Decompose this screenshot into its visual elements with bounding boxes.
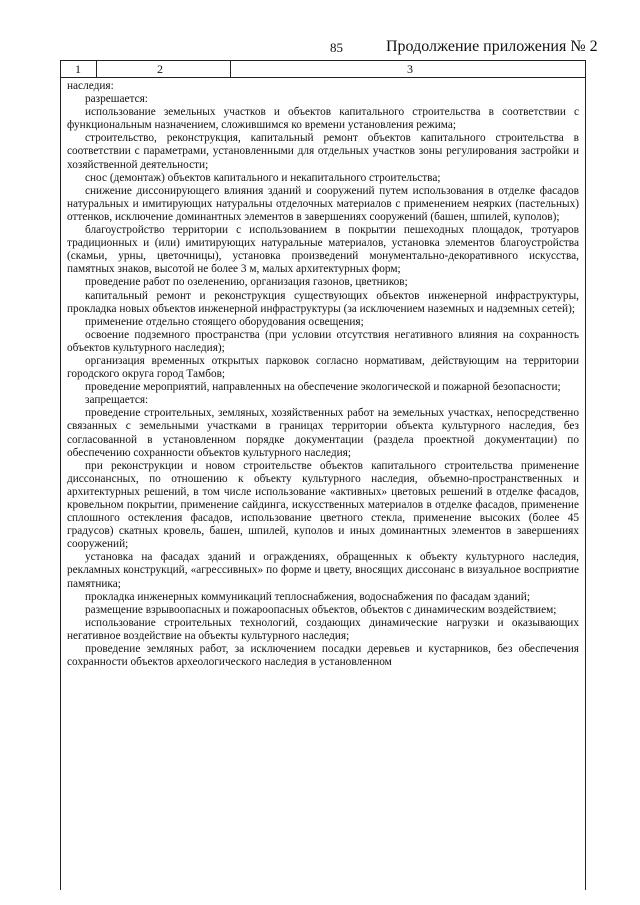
paragraph: разрешается: — [85, 93, 148, 106]
appendix-title: Продолжение приложения № 2 — [386, 38, 598, 55]
paragraph: снижение диссонирующего влияния зданий и сооружений путем использования в отделке фасадов натуральных и имитирующих натуральны отделочных материалов с применением неярких (пастельных) оттенков, исключение доминантных элементов в завершениях сооружений (башен, шпилей, куполов); — [67, 184, 579, 223]
table-header-row — [60, 60, 586, 78]
paragraph: строительство, реконструкция, капитальный ремонт объектов капитального строительства в соответствии с параметрами, установленными для отдельных участков зоны регулирования застройки и хозяйственной деятельности; — [67, 132, 579, 171]
paragraph: проведение работ по озеленению, организация газонов, цветников; — [85, 276, 408, 289]
paragraph: проведение мероприятий, направленных на обеспечение экологической и пожарной безопасности; — [85, 381, 561, 394]
paragraph: организация временных открытых парковок согласно нормативам, действующим на территории городского округа город Тамбов; — [67, 354, 579, 381]
paragraph: применение отдельно стоящего оборудования освещения; — [85, 315, 364, 328]
page-number: 85 — [330, 40, 343, 55]
paragraph: снос (демонтаж) объектов капитального и некапитального строительства; — [85, 171, 441, 184]
paragraph: проведение строительных, земляных, хозяйственных работ на земельных участках, непосредственно связанных с земельными участками в границах территории объекта культурного наследия, без согласованной в установленном порядке документации (раздела проектной документации) по обеспечению сохранности объектов культурного наследия; — [67, 407, 579, 459]
table-header-col-3: 3 — [407, 62, 413, 76]
paragraph: использование земельных участков и объектов капитального строительства в соответствии с функциональным назначением, сложившимся ко времени установления режима; — [67, 106, 579, 132]
paragraph: прокладка инженерных коммуникаций теплоснабжения, водоснабжения по фасадам зданий; — [85, 590, 530, 603]
paragraph: благоустройство территории с использованием в покрытии пешеходных площадок, тротуаров традиционных и (или) имитирующих натуральные материалов, установка элементов благоустройства (скамьи, урны, цветочницы), установка произведений монументально-декоративного искусства, памятных знаков, высотой не более 3 м, малых архитектурных форм; — [67, 224, 579, 276]
paragraph: капитальный ремонт и реконструкция существующих объектов инженерной инфраструктуры, прокладка новых объектов инженерной инфраструктуры (за исключением наземных и надземных сетей); — [67, 289, 579, 315]
document-body — [60, 78, 586, 890]
paragraph: наследия: — [67, 80, 114, 92]
table-header-col-1: 1 — [61, 61, 97, 77]
paragraph: проведение земляных работ, за исключением посадки деревьев и кустарников, без обеспечения сохранности объектов археологического наследия в установленном — [67, 643, 579, 669]
paragraph: использование строительных технологий, создающих динамические нагрузки и оказывающих негативное воздействие на объекты культурного наследия; — [67, 616, 579, 642]
paragraph: при реконструкции и новом строительстве объектов капитального строительства применение диссонансных, по отношению к объекту культурного наследия, объемно-пространственных и архитектурных решений, в том числе использование «активных» цветовых решений в отделке фасадов, кровельном покрытии, применение сайдинга, искусственных материалов в отделке фасадов, применение сплошного остекления фасадов, использование цветного стекла, применение высоких (более 45 градусов) скатных кровель, башен, шпилей, куполов и иных доминантных элементов в завершениях сооружений; — [67, 459, 579, 551]
paragraph: освоение подземного пространства (при условии отсутствия негативного влияния на сохранность объектов культурного наследия); — [67, 328, 579, 354]
paragraph: запрещается: — [85, 394, 149, 407]
paragraph: размещение взрывоопасных и пожароопасных объектов, объектов с динамическим воздействием; — [85, 603, 557, 616]
table-header-col-2: 2 — [97, 61, 231, 77]
paragraph: установка на фасадах зданий и ограждениях, обращенных к объекту культурного наследия, рекламных конструкций, «агрессивных» по форме и цвету, вносящих диссонанс в визуальное восприятие памятника; — [67, 551, 579, 590]
